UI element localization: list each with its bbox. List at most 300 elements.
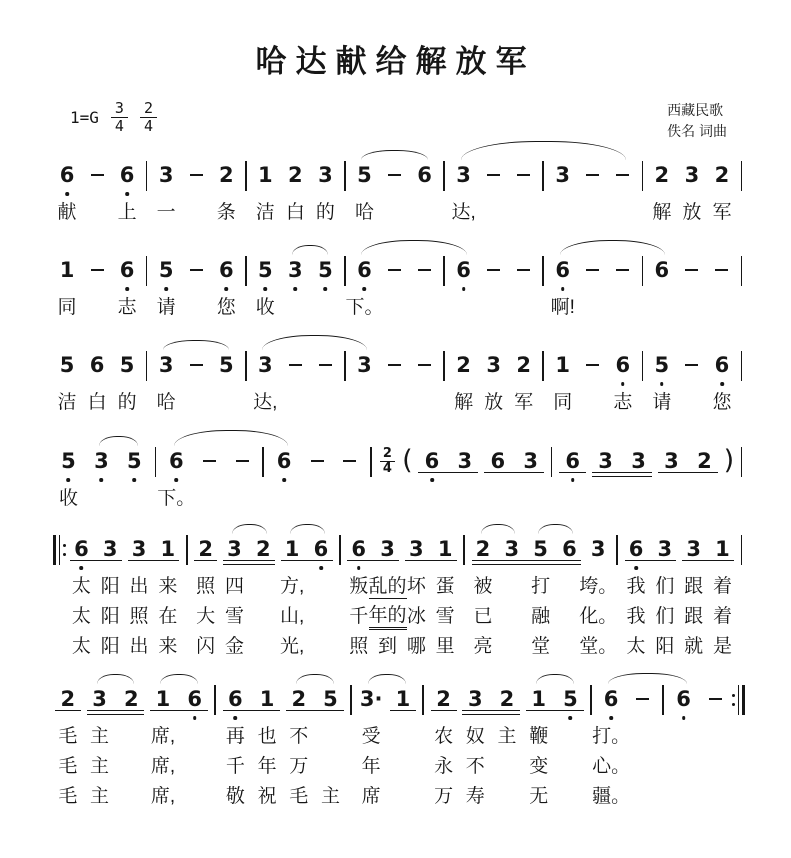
lyric-row: [627, 752, 659, 782]
note: 3: [227, 537, 242, 561]
note-row: [479, 348, 509, 382]
dash-column: [226, 444, 259, 514]
note-row: [578, 253, 608, 287]
lyric: 乱的: [368, 575, 407, 597]
note-row: [250, 158, 280, 192]
note: 1: [437, 537, 453, 561]
note-row: [539, 348, 548, 382]
lyric-row: [345, 293, 384, 323]
note: 6: [714, 353, 730, 377]
beam-line: [347, 560, 399, 561]
lyric-row: [668, 752, 700, 782]
lyric: 席: [361, 786, 381, 807]
lyric: 太: [626, 636, 646, 657]
note-row: [548, 253, 578, 287]
lyric: 献: [57, 202, 77, 223]
note-row: [677, 158, 707, 192]
lyric-row: [638, 388, 647, 418]
note-row: [250, 348, 280, 382]
system-3: [52, 348, 746, 418]
note-column: [310, 253, 340, 323]
note: 6: [628, 537, 644, 561]
lyric-row: [112, 293, 142, 323]
note: 3: [664, 449, 679, 473]
note-column: [125, 532, 154, 662]
note-row: [707, 348, 737, 382]
barline-column: [366, 444, 375, 514]
dash-column: [608, 253, 638, 323]
lyric-row: [387, 722, 419, 752]
double-beam-line: [223, 560, 275, 565]
dash-column: [310, 348, 340, 418]
lyric-row: [52, 293, 82, 323]
repeat-dot: [732, 703, 735, 706]
note: 3: [684, 163, 700, 187]
note: 2: [218, 163, 234, 187]
barline: [542, 161, 544, 191]
lyric: 下。: [345, 297, 384, 318]
lyric: 山,: [279, 606, 305, 627]
note-row: [259, 444, 268, 478]
note: 5: [323, 687, 338, 711]
lyric-row: [191, 602, 220, 632]
note: 1: [259, 687, 275, 711]
note: 2: [291, 687, 307, 711]
lyric-row: [211, 782, 220, 812]
note-column: [280, 253, 310, 323]
lyric-row: [638, 293, 647, 323]
lyric-row: [249, 572, 278, 602]
lyric-row: [315, 722, 347, 752]
lyric: 军: [514, 392, 534, 413]
duration-dash: [517, 269, 530, 271]
note-column: [449, 348, 479, 418]
lyric-row: [349, 198, 379, 228]
note-column: [52, 253, 82, 323]
thin-bar: [738, 685, 739, 715]
note-row: [250, 253, 280, 287]
barline: [146, 161, 148, 191]
note-column: [268, 444, 301, 514]
lyric-row: [708, 632, 737, 662]
note: 3: [523, 449, 539, 473]
lyric-row: [153, 602, 182, 632]
note-row: [182, 532, 191, 566]
lyric-row: [523, 782, 555, 812]
lyric-row: [679, 632, 708, 662]
lyric-row: [699, 752, 731, 782]
barline: [245, 351, 247, 381]
lyric: 达,: [253, 392, 278, 413]
note-row: [479, 158, 509, 192]
barline: [344, 351, 346, 381]
note: 5: [61, 449, 76, 473]
note-row: [211, 158, 241, 192]
note: 3: [555, 163, 571, 187]
time-signature-2-4-inline: [380, 447, 395, 476]
barline: [443, 161, 445, 191]
barline: [551, 447, 553, 477]
lyric-row: [52, 484, 85, 514]
lyric: 闪: [196, 636, 216, 657]
lyric: 毛: [58, 786, 78, 807]
barline: [443, 351, 445, 381]
beam-line: [559, 472, 586, 473]
note: 3: [456, 163, 471, 187]
note-row: [334, 444, 367, 478]
note-column: [589, 444, 622, 514]
lyric: 毛: [58, 726, 78, 747]
lyric: 亮: [473, 636, 493, 657]
note-column: [459, 682, 491, 812]
lyric-row: [181, 198, 211, 228]
note: 6: [490, 449, 506, 473]
lyric-row: [147, 752, 179, 782]
measure-columns: [52, 444, 746, 514]
lyric-row: [415, 484, 448, 514]
lyric-row: [179, 782, 211, 812]
lyric-row: [280, 293, 310, 323]
note-column: [514, 444, 547, 514]
lyric: 一: [156, 202, 176, 223]
lyric: 主: [90, 726, 110, 747]
note-row: [211, 253, 241, 287]
lyric-row: [526, 632, 555, 662]
barline: [616, 535, 618, 565]
barline: [245, 256, 247, 286]
lyric: 照: [349, 636, 369, 657]
note-row: [737, 348, 746, 382]
slur-arc: [99, 436, 138, 446]
lyric: 鞭: [529, 726, 549, 747]
lyric-row: [608, 388, 638, 418]
note-row: [346, 682, 355, 716]
lyric-row: [579, 572, 618, 602]
lyric-row: [355, 752, 387, 782]
lyric-row: [52, 782, 84, 812]
barline: [146, 351, 148, 381]
lyric-row: [655, 484, 688, 514]
barline-column: [419, 682, 428, 812]
barline-column: [259, 444, 268, 514]
system-6: [52, 682, 746, 812]
lyric: 收: [58, 488, 78, 509]
lyric-row: [449, 198, 479, 228]
lyric-row: [335, 602, 344, 632]
lyric-row: [52, 198, 82, 228]
note: 2: [456, 353, 471, 377]
lyric-row: [250, 198, 280, 228]
note-row: [509, 158, 539, 192]
note-row: [449, 253, 479, 287]
lyric-row: [731, 752, 746, 782]
lyric: 心。: [592, 756, 631, 777]
note-row: [419, 682, 428, 716]
note-row: [85, 444, 118, 478]
lyric-row: [419, 782, 428, 812]
lyric-row: [340, 198, 349, 228]
lyric: 主: [320, 786, 340, 807]
note-column: [112, 158, 142, 228]
dash-column: [509, 158, 539, 228]
note-row: [52, 532, 67, 566]
note-column: [608, 348, 638, 418]
lyric: 主: [497, 726, 517, 747]
lyric-row: [307, 632, 336, 662]
note-column: [548, 253, 578, 323]
barline-column: [539, 158, 548, 228]
lyric-row: [115, 752, 147, 782]
lyric: 的: [315, 202, 335, 223]
dash-column: [707, 253, 737, 323]
lyric-row: [440, 293, 449, 323]
barline: [422, 685, 424, 715]
dash-column: [677, 253, 707, 323]
note-row: [410, 158, 440, 192]
beam-line: [128, 560, 179, 561]
slur-arc: [608, 673, 687, 684]
note-row: [211, 682, 220, 716]
lyric-row: [659, 782, 668, 812]
lyric-row: [280, 198, 310, 228]
note-column: [211, 253, 241, 323]
lyric-row: [613, 602, 622, 632]
lyric: 出: [129, 576, 149, 597]
lyric-row: [431, 572, 460, 602]
duration-dash: [616, 174, 629, 176]
barline-column: [440, 253, 449, 323]
note-row: [335, 532, 344, 566]
lyric-row: [179, 722, 211, 752]
slur-arc: [481, 524, 515, 534]
lyric: 哈: [354, 202, 374, 223]
lyric: 毛: [58, 756, 78, 777]
note-row: [142, 158, 151, 192]
lyric-row: [241, 198, 250, 228]
note-row: [668, 682, 700, 716]
note-row: [578, 348, 608, 382]
note-row: [349, 348, 379, 382]
note-row: [699, 682, 731, 716]
lyric-row: [737, 632, 746, 662]
note: 2: [60, 687, 76, 711]
barline-column: [638, 348, 647, 418]
note-row: [310, 158, 340, 192]
barline-column: [142, 158, 151, 228]
key-label: 1=G: [70, 108, 99, 127]
barline: [741, 535, 743, 565]
lyric: 就: [684, 636, 704, 657]
note-column: [548, 348, 578, 418]
lyric: 我: [626, 606, 646, 627]
barline-column: [440, 158, 449, 228]
lyric-row: [315, 782, 347, 812]
note: 3: [131, 537, 147, 561]
barline-column: [737, 348, 746, 418]
lyric: 太: [71, 576, 91, 597]
lyric-row: [220, 752, 252, 782]
repeat-start-sign: [53, 535, 66, 565]
lyric: 达,: [451, 202, 476, 223]
barline-column: [211, 682, 220, 812]
lyric: 请: [652, 392, 672, 413]
note-column: [509, 348, 539, 418]
duration-dash: [203, 460, 216, 462]
double-beam-line: [462, 710, 520, 715]
repeat-start-column: [52, 532, 67, 662]
lyric-row: [142, 388, 151, 418]
note: 1: [715, 537, 730, 561]
lyric-row: [211, 293, 241, 323]
dash-column: [379, 253, 409, 323]
lyric-row: [387, 782, 419, 812]
barline-column: [460, 532, 469, 662]
lyric-row: [52, 752, 84, 782]
note-row: [82, 348, 112, 382]
note-row: [440, 348, 449, 382]
barline-column: [340, 158, 349, 228]
barline: [662, 685, 664, 715]
note-column: [449, 253, 479, 323]
lyric-row: [547, 484, 556, 514]
lyric-row: [707, 388, 737, 418]
barline: [741, 447, 743, 477]
note: 3: [686, 537, 701, 561]
note-row: [647, 158, 677, 192]
lyric-row: [220, 632, 249, 662]
note-row: [301, 444, 334, 478]
lyric-row: [659, 722, 668, 752]
lyric: 祝: [257, 786, 277, 807]
note-row: [647, 348, 677, 382]
note-row: [595, 682, 627, 716]
lyric-row: [555, 752, 587, 782]
note-row: [241, 253, 250, 287]
dash-column: [608, 158, 638, 228]
lyric-row: [627, 722, 659, 752]
repeat-dots: [732, 685, 735, 715]
note-row: [410, 253, 440, 287]
duration-dash: [190, 174, 203, 176]
lyric-row: [226, 484, 259, 514]
lyric: 阳: [655, 636, 675, 657]
note: 3·: [359, 687, 383, 711]
note: 6: [89, 353, 105, 377]
lyric-row: [52, 602, 67, 632]
note-column: [251, 682, 283, 812]
lyric-row: [399, 484, 415, 514]
page-title: 哈达献给解放军: [255, 44, 536, 79]
note: 6: [119, 258, 135, 282]
lyric-row: [497, 572, 526, 602]
note: 5: [218, 353, 234, 377]
note: 3: [457, 449, 473, 473]
lyric-row: [731, 782, 746, 812]
lyric-row: [251, 722, 283, 752]
parenthesis-column: [721, 444, 737, 514]
lyric: 受: [361, 726, 381, 747]
lyric-row: [431, 632, 460, 662]
note-row: [52, 444, 85, 478]
parenthesis: (: [402, 445, 413, 476]
note-row: [707, 253, 737, 287]
lyric-row: [402, 632, 431, 662]
note-row: [460, 532, 469, 566]
note: 3: [158, 353, 174, 377]
lyric-row: [251, 752, 283, 782]
note-row: [181, 253, 211, 287]
note-column: [307, 532, 336, 662]
lyric: 同: [553, 392, 573, 413]
note: 2: [714, 163, 730, 187]
note-column: [151, 348, 181, 418]
repeat-dot: [63, 544, 66, 547]
barline-column: [346, 682, 355, 812]
duration-dash: [586, 364, 599, 366]
note: 5: [318, 258, 333, 282]
note-row: [638, 348, 647, 382]
note-column: [368, 532, 407, 662]
note: 1: [59, 258, 75, 282]
duration-dash: [190, 269, 203, 271]
note-column: [115, 682, 147, 812]
note-column: [112, 253, 142, 323]
lyric-row: [307, 572, 336, 602]
dash-column: [578, 253, 608, 323]
lyric-row: [220, 572, 249, 602]
lyric-row: [460, 602, 469, 632]
lyric-row: [250, 388, 280, 418]
lyric-row: [613, 572, 622, 602]
lyric-row: [334, 484, 367, 514]
note-column: [315, 682, 347, 812]
note-column: [52, 682, 84, 812]
note-row: [737, 158, 746, 192]
duration-dash: [91, 174, 104, 176]
time-signature-2-4: $\frac{2}{4}$: [140, 100, 157, 135]
lyric: 席,: [150, 726, 176, 747]
note-row: [310, 253, 340, 287]
lyric-row: [142, 293, 151, 323]
time-signature-3-4: $\frac{3}{4}$: [111, 100, 128, 135]
barline-column: [440, 348, 449, 418]
lyric-row: [479, 388, 509, 418]
note: 6: [615, 353, 631, 377]
barline-column: [737, 532, 746, 662]
note: 3: [590, 537, 606, 561]
lyric-row: [387, 752, 419, 782]
barline-column: [638, 158, 647, 228]
lyric: 志: [613, 392, 633, 413]
lyric-row: [410, 198, 440, 228]
lyric: 堂: [531, 636, 551, 657]
lyric: 解: [454, 392, 474, 413]
dash-column: [280, 348, 310, 418]
beam-line: [70, 560, 122, 561]
note-column: [151, 158, 181, 228]
measure-columns: [52, 682, 746, 812]
duration-dash: [388, 174, 401, 176]
note-row: [584, 532, 613, 566]
lyric-row: [737, 293, 746, 323]
lyric-row: [220, 722, 252, 752]
barline-column: [241, 253, 250, 323]
barline-column: [182, 532, 191, 662]
lyric: 您: [216, 297, 236, 318]
lyric: 席,: [150, 786, 176, 807]
lyric-row: [509, 388, 539, 418]
note-column: [118, 444, 151, 514]
